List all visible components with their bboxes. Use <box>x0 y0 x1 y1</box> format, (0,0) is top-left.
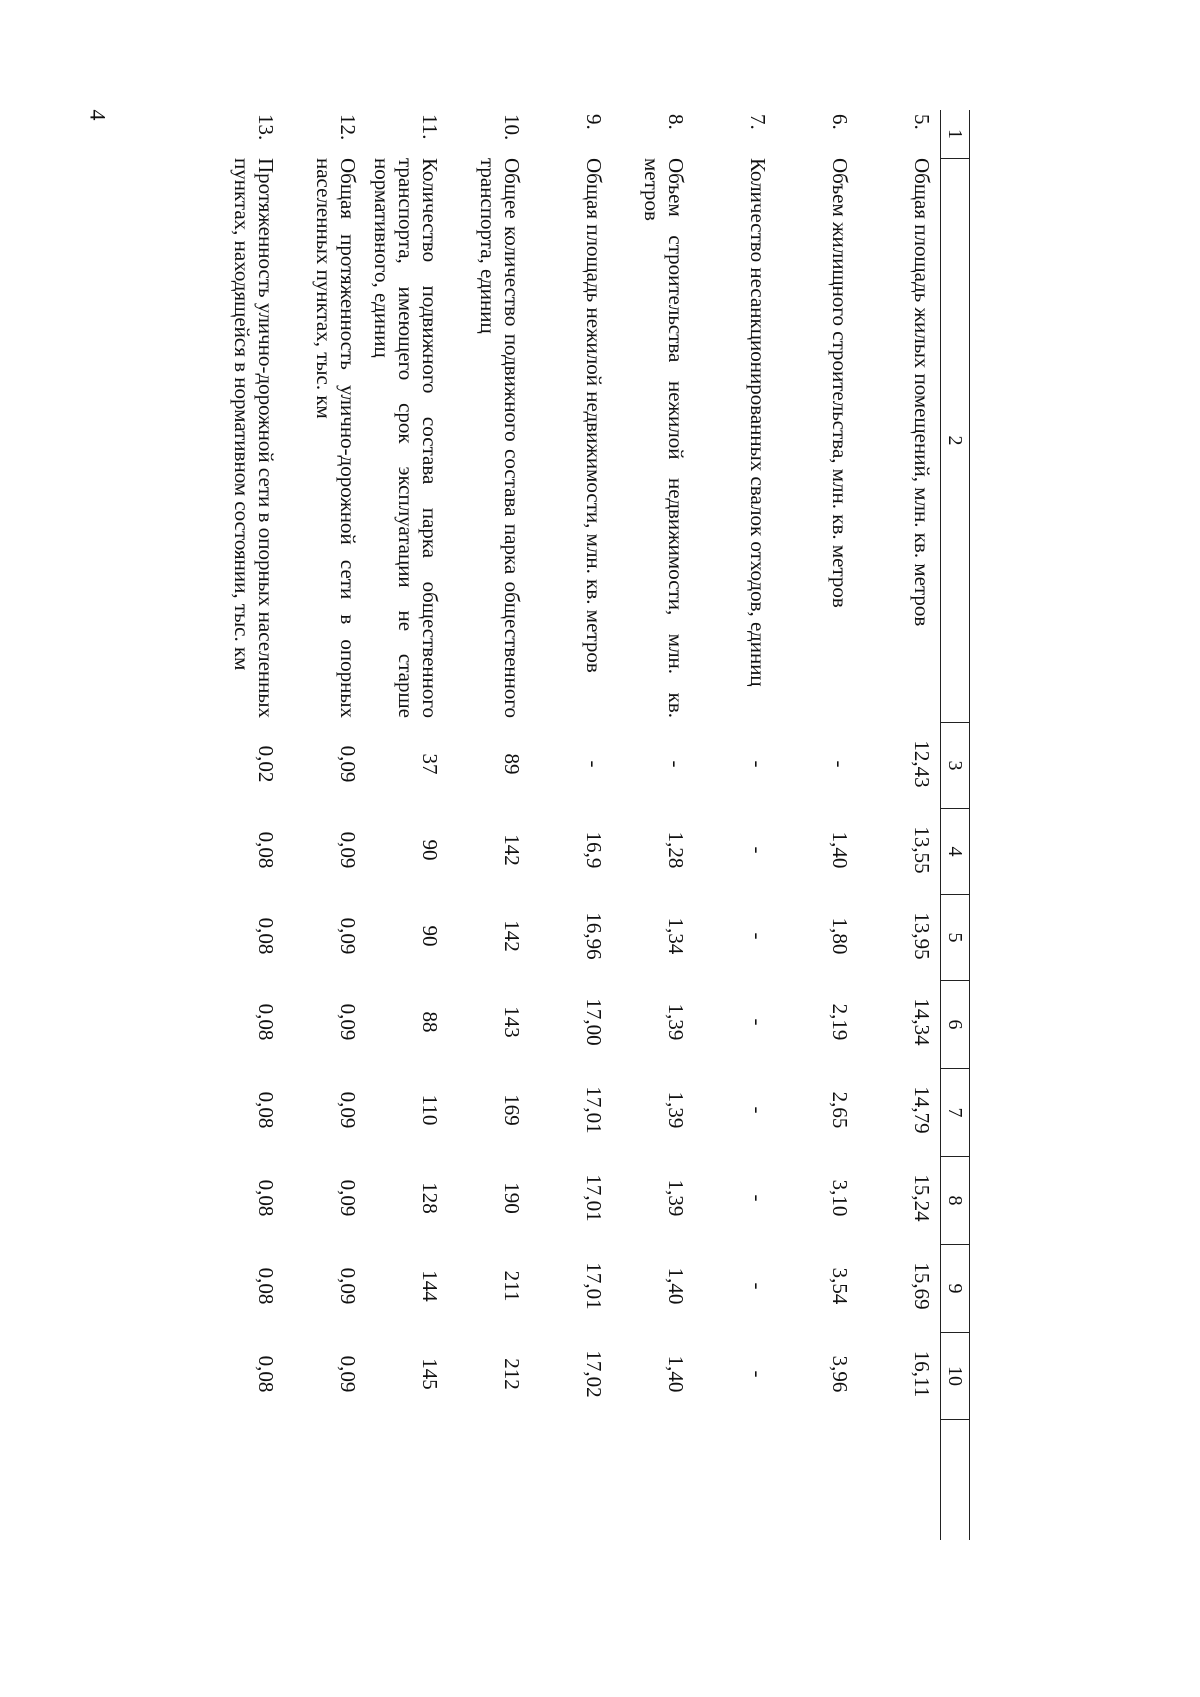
value-cell: 144 <box>418 1270 442 1302</box>
value-cell: - <box>746 1370 770 1378</box>
header-cell: 2 <box>941 158 969 722</box>
value-cell: 1,40 <box>828 831 852 869</box>
table-header-row <box>940 110 970 1540</box>
table-row <box>368 110 450 1540</box>
value-cell: 14,79 <box>910 1086 934 1134</box>
row-number: 5. <box>910 114 934 130</box>
value-cell: - <box>664 760 688 768</box>
row-description: Количество подвижного состава парка общественного транспорта, имеющего срок эксплуатации не старше нормативного, единиц <box>370 158 442 718</box>
value-cell: 0,08 <box>254 1091 278 1129</box>
row-number: 10. <box>500 114 524 141</box>
table-row <box>614 110 696 1540</box>
value-cell: 2,65 <box>828 1091 852 1129</box>
value-cell: 16,9 <box>582 831 606 869</box>
value-cell: 0,02 <box>254 745 278 783</box>
value-cell: 1,39 <box>664 1179 688 1217</box>
value-cell: 90 <box>418 925 442 947</box>
table-body <box>204 110 942 1540</box>
value-cell: 0,08 <box>254 1355 278 1393</box>
row-number: 13. <box>254 114 278 141</box>
value-cell: 15,24 <box>910 1174 934 1222</box>
value-cell: - <box>582 760 606 768</box>
value-cell: 1,80 <box>828 917 852 955</box>
row-description: Общая площадь жилых помещений, млн. кв. метров <box>910 158 934 627</box>
value-cell: - <box>746 846 770 854</box>
row-number: 6. <box>828 114 852 130</box>
row-description: Протяженность улично-дорожной сети в опорных населенных пунктах, находящейся в нормативном состоянии, тыс. км <box>230 158 278 718</box>
header-cell: 8 <box>941 1156 969 1244</box>
value-cell: 17,02 <box>582 1350 606 1398</box>
value-cell: 128 <box>418 1182 442 1214</box>
value-cell: 13,95 <box>910 912 934 960</box>
value-cell: 1,39 <box>664 1091 688 1129</box>
value-cell: 2,19 <box>828 1003 852 1041</box>
value-cell: 0,08 <box>254 1267 278 1305</box>
table-row <box>204 110 286 1540</box>
value-cell: 89 <box>500 753 524 775</box>
value-cell: 0,08 <box>254 831 278 869</box>
header-cell: 6 <box>941 980 969 1068</box>
value-cell: 12,43 <box>910 740 934 788</box>
row-description: Общее количество подвижного состава парка общественного транспорта, единиц <box>476 158 524 718</box>
value-cell: 0,09 <box>336 1003 360 1041</box>
row-description: Объем жилищного строительства, млн. кв. метров <box>828 158 852 608</box>
value-cell: 88 <box>418 1011 442 1033</box>
value-cell: - <box>746 1106 770 1114</box>
value-cell: 3,10 <box>828 1179 852 1217</box>
value-cell: 0,09 <box>336 1179 360 1217</box>
value-cell: 3,54 <box>828 1267 852 1305</box>
value-cell: 142 <box>500 834 524 866</box>
value-cell: 1,34 <box>664 917 688 955</box>
header-cell: 5 <box>941 894 969 980</box>
header-cell: 10 <box>941 1332 969 1420</box>
value-cell: 13,55 <box>910 826 934 874</box>
header-cell: 4 <box>941 808 969 894</box>
value-cell: 110 <box>418 1094 442 1126</box>
value-cell: 17,01 <box>582 1262 606 1310</box>
row-description: Количество несанкционированных свалок отходов, единиц <box>746 158 770 687</box>
header-cell: 7 <box>941 1068 969 1156</box>
value-cell: 190 <box>500 1182 524 1214</box>
row-description: Объем строительства нежилой недвижимости, млн. кв. метров <box>640 158 688 718</box>
value-cell: 169 <box>500 1094 524 1126</box>
value-cell: 0,08 <box>254 1003 278 1041</box>
header-cell: 1 <box>944 129 966 139</box>
value-cell: 0,09 <box>336 745 360 783</box>
table-row <box>286 110 368 1540</box>
value-cell: 16,96 <box>582 912 606 960</box>
value-cell: 17,00 <box>582 998 606 1046</box>
value-cell: 0,09 <box>336 1091 360 1129</box>
value-cell: - <box>746 1018 770 1026</box>
table-row <box>696 110 778 1540</box>
header-cell: 3 <box>941 722 969 808</box>
value-cell: 1,28 <box>664 831 688 869</box>
value-cell: 142 <box>500 920 524 952</box>
row-number: 7. <box>746 114 770 130</box>
header-cell: 9 <box>941 1244 969 1332</box>
value-cell: 1,40 <box>664 1355 688 1393</box>
value-cell: 211 <box>500 1270 524 1302</box>
value-cell: 0,08 <box>254 1179 278 1217</box>
row-number: 8. <box>664 114 688 130</box>
value-cell: 143 <box>500 1006 524 1038</box>
value-cell: 37 <box>418 753 442 775</box>
page-number: 4 <box>85 109 111 121</box>
value-cell: 17,01 <box>582 1174 606 1222</box>
value-cell: 14,34 <box>910 998 934 1046</box>
row-description: Общая протяженность улично-дорожной сети в опорных населенных пунктах, тыс. км <box>312 158 360 718</box>
value-cell: - <box>746 1282 770 1290</box>
value-cell: 212 <box>500 1358 524 1390</box>
value-cell: 0,09 <box>336 1355 360 1393</box>
value-cell: 0,08 <box>254 917 278 955</box>
value-cell: - <box>746 760 770 768</box>
table-row <box>450 110 532 1540</box>
value-cell: 17,01 <box>582 1086 606 1134</box>
table-row <box>532 110 614 1540</box>
value-cell: 15,69 <box>910 1262 934 1310</box>
value-cell: 0,09 <box>336 917 360 955</box>
value-cell: - <box>828 760 852 768</box>
value-cell: 90 <box>418 839 442 861</box>
value-cell: 145 <box>418 1358 442 1390</box>
value-cell: - <box>746 932 770 940</box>
value-cell: - <box>746 1194 770 1202</box>
row-number: 12. <box>336 114 360 141</box>
value-cell: 3,96 <box>828 1355 852 1393</box>
row-description: Общая площадь нежилой недвижимости, млн. кв. метров <box>582 158 606 673</box>
indicators-table <box>190 110 970 1540</box>
value-cell: 1,39 <box>664 1003 688 1041</box>
table-row <box>860 110 942 1540</box>
table-row <box>778 110 860 1540</box>
value-cell: 16,11 <box>910 1350 934 1398</box>
row-number: 9. <box>582 114 606 130</box>
value-cell: 1,40 <box>664 1267 688 1305</box>
value-cell: 0,09 <box>336 1267 360 1305</box>
row-number: 11. <box>418 114 442 140</box>
value-cell: 0,09 <box>336 831 360 869</box>
